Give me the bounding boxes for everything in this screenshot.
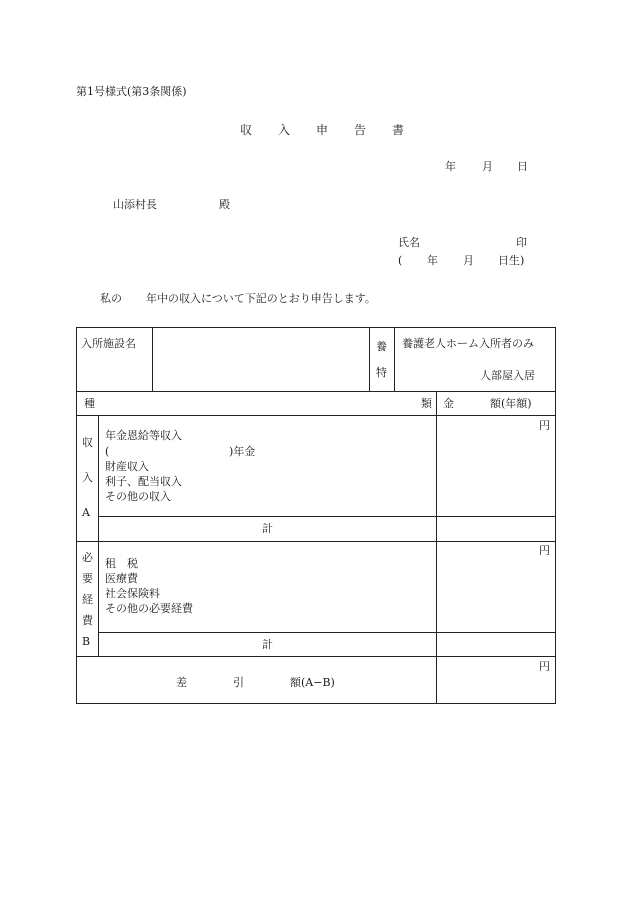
birth-month-label: 月 [463, 254, 474, 267]
income-item-pension-close: )年金 [229, 445, 256, 458]
type-header-left: 種 [84, 397, 95, 410]
expense-amount-field[interactable] [442, 562, 550, 626]
difference-label-3: 額(A−B) [290, 676, 335, 689]
income-yen-unit: 円 [539, 419, 550, 432]
declaration-subject: 私の [100, 292, 122, 305]
column-divider [436, 391, 437, 704]
expense-side-label: 費 [82, 614, 93, 627]
facility-label: 入所施設名 [81, 337, 136, 350]
expense-side-label: 経 [82, 593, 93, 606]
facility-name-field[interactable] [158, 338, 363, 382]
expense-item-other: その他の必要経費 [105, 602, 193, 615]
income-item-pension-open: ( [105, 445, 110, 458]
date-year-label: 年 [445, 160, 456, 173]
amount-header-right: 額(年額) [490, 397, 532, 410]
income-amount-field[interactable] [442, 437, 550, 509]
special-label-toku: 特 [376, 366, 387, 379]
addressee-honorific: 殿 [219, 198, 230, 211]
income-total-field[interactable] [442, 519, 550, 537]
expense-item-insurance: 社会保険料 [105, 587, 160, 600]
special-label-you: 養 [376, 340, 387, 353]
row-divider [76, 656, 556, 657]
expense-side-label: B [82, 635, 91, 648]
difference-yen-unit: 円 [539, 660, 550, 673]
page-title: 収入申告書 [240, 123, 431, 137]
income-item-pension: 年金恩給等収入 [105, 429, 182, 442]
expense-total-label: 計 [262, 638, 273, 651]
row-divider [76, 415, 556, 416]
difference-amount-field[interactable] [442, 676, 550, 700]
column-divider [152, 327, 153, 391]
type-header-right: 類 [421, 397, 432, 410]
income-item-interest: 利子、配当収入 [105, 475, 182, 488]
row-divider [76, 391, 556, 392]
row-divider [98, 516, 556, 517]
expense-item-tax: 租 税 [105, 557, 138, 570]
applicant-name-label: 氏名 [398, 236, 420, 249]
birth-year-label: 年 [427, 254, 438, 267]
column-divider [369, 327, 370, 391]
income-item-property: 財産収入 [105, 460, 149, 473]
expense-side-label: 必 [82, 551, 93, 564]
birth-open-paren: ( [398, 254, 403, 267]
form-number: 第1号様式(第3条関係) [76, 85, 187, 98]
date-month-label: 月 [482, 160, 493, 173]
expense-yen-unit: 円 [539, 544, 550, 557]
income-total-label: 計 [262, 522, 273, 535]
row-divider [76, 541, 556, 542]
amount-header-left: 金 [443, 397, 454, 410]
expense-side-label: 要 [82, 572, 93, 585]
declaration-text: 年中の収入について下記のとおり申告します。 [146, 292, 376, 305]
column-divider [394, 327, 395, 391]
difference-label-1: 差 [176, 676, 187, 689]
nursing-home-only-note: 養護老人ホーム入所者のみ [402, 337, 534, 350]
income-side-label: 収 [82, 436, 93, 449]
difference-label-2: 引 [233, 676, 244, 689]
row-divider [98, 632, 556, 633]
expense-total-field[interactable] [442, 635, 550, 653]
expense-item-medical: 医療費 [105, 572, 138, 585]
income-item-other: その他の収入 [105, 490, 171, 503]
income-side-label: 入 [82, 471, 93, 484]
date-day-label: 日 [517, 160, 528, 173]
addressee-village: 山添村長 [113, 198, 157, 211]
seal-label: 印 [516, 236, 527, 249]
column-divider [98, 415, 99, 656]
birth-day-label: 日生) [498, 254, 525, 267]
income-side-label: A [82, 506, 90, 519]
room-entry-label: 人部屋入居 [480, 369, 535, 382]
